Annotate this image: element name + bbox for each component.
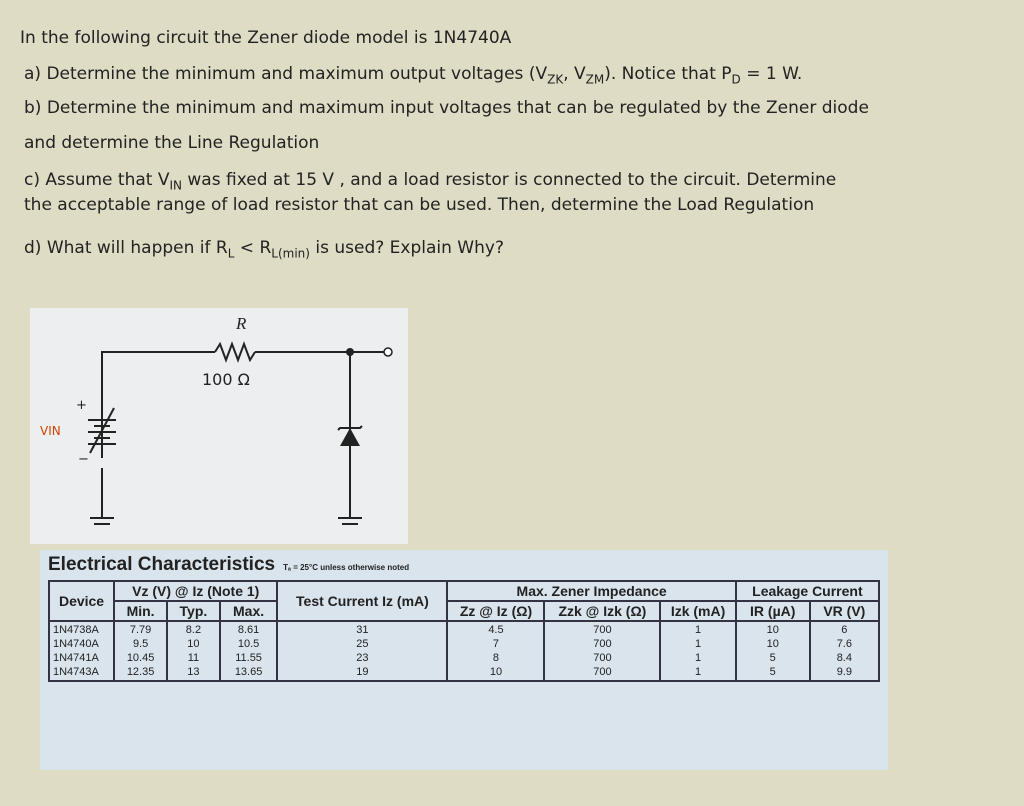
header-min: Min. [114,601,167,621]
zener-diode-icon [338,426,362,446]
cell-zz: 7 [492,638,500,650]
cell-test: 25 [356,638,369,650]
cell-device: 1N4740A [53,638,99,650]
column-max [220,621,278,681]
header-device: Device [49,581,114,621]
cell-izk: 1 [694,638,702,650]
circuit-diagram [30,308,408,544]
header-max: Max. [220,601,278,621]
cell-izk: 1 [694,624,702,636]
cell-max: 13.65 [234,666,263,678]
header-zener-impedance: Max. Zener Impedance [447,581,735,601]
cell-device: 1N4743A [53,666,99,678]
cell-device: 1N4741A [53,652,99,664]
cell-ir: 5 [769,652,776,664]
column-test [277,621,447,681]
cell-typ: 13 [187,666,200,678]
cell-zz: 4.5 [488,624,504,636]
intro-text: In the following circuit the Zener diode model is 1N4740A [20,28,512,48]
cell-device: 1N4738A [53,624,99,636]
header-zzk: Zzk @ Izk (Ω) [544,601,660,621]
ground-icon [338,518,362,524]
resistor-value: 100 Ω [202,370,250,389]
cell-izk: 1 [694,652,702,664]
cell-zzk: 700 [593,638,612,650]
header-test-current: Test Current Iz (mA) [277,581,447,621]
column-device [49,621,114,681]
header-typ: Typ. [167,601,220,621]
cell-typ: 10 [187,638,200,650]
question-a: a) Determine the minimum and maximum output voltages ($V_{ZK}$, $V_{ZM}$). Notice that $P_D = 1$ W. [24,64,803,87]
question-c-line1: c) Assume that $V_{IN}$ was fixed at 15 V , and a load resistor is connected to the circuit. Determine [24,170,837,193]
minus-sign: − [78,452,89,467]
resistor-label: R [236,314,247,333]
cell-min: 7.79 [129,624,152,636]
question-b-line2: and determine the Line Regulation [24,133,320,153]
cell-vr: 6 [841,624,848,636]
cell-test: 31 [356,624,369,636]
cell-ir: 10 [766,624,779,636]
cell-min: 10.45 [126,652,155,664]
cell-typ: 8.2 [185,624,202,636]
question-b-line1: b) Determine the minimum and maximum input voltages that can be regulated by the Zener diode [24,98,869,118]
cell-min: 12.35 [126,666,155,678]
cell-test: 23 [356,652,369,664]
vin-label: VIN [40,424,61,438]
cell-max: 10.5 [237,638,260,650]
cell-max: 11.55 [235,652,262,664]
column-min [114,621,167,681]
header-izk: Izk (mA) [660,601,735,621]
plus-sign: + [76,398,87,413]
cell-min: 9.5 [132,638,149,650]
cell-zz: 8 [492,652,500,664]
header-vz: Vz (V) @ Iz (Note 1) [114,581,277,601]
question-d: d) What will happen if $R_L < R_{L(min)}$ is used? Explain Why? [24,238,504,261]
cell-vr: 7.6 [836,638,852,650]
header-vr: VR (V) [810,601,879,621]
circuit-schematic [30,308,408,544]
column-zz [447,621,544,681]
column-vr [810,621,879,681]
electrical-characteristics [40,550,888,770]
header-ir: IR (µA) [736,601,810,621]
column-zzk [544,621,660,681]
question-c-line2: the acceptable range of load resistor that can be used. Then, determine the Load Regulation [24,195,815,215]
ground-icon [90,518,114,524]
cell-zz: 10 [489,666,503,678]
column-typ [167,621,220,681]
cell-vr: 8.4 [836,652,852,664]
table-row [49,621,879,681]
column-ir [736,621,810,681]
cell-typ: 11 [187,652,200,664]
header-leakage: Leakage Current [736,581,879,601]
resistor-icon [215,344,255,360]
cell-max: 8.61 [237,624,260,636]
cell-ir: 5 [769,666,776,678]
cell-test: 19 [356,666,369,678]
table-title: Electrical Characteristics Tₐ = 25°C unless otherwise noted [48,554,410,575]
column-izk [660,621,735,681]
cell-vr: 9.9 [836,666,852,678]
header-zz: Zz @ Iz (Ω) [447,601,544,621]
cell-izk: 1 [694,666,702,678]
cell-zzk: 700 [593,624,612,636]
cell-zzk: 700 [593,652,612,664]
cell-ir: 10 [766,638,779,650]
characteristics-table [48,580,880,682]
cell-zzk: 700 [593,666,612,678]
